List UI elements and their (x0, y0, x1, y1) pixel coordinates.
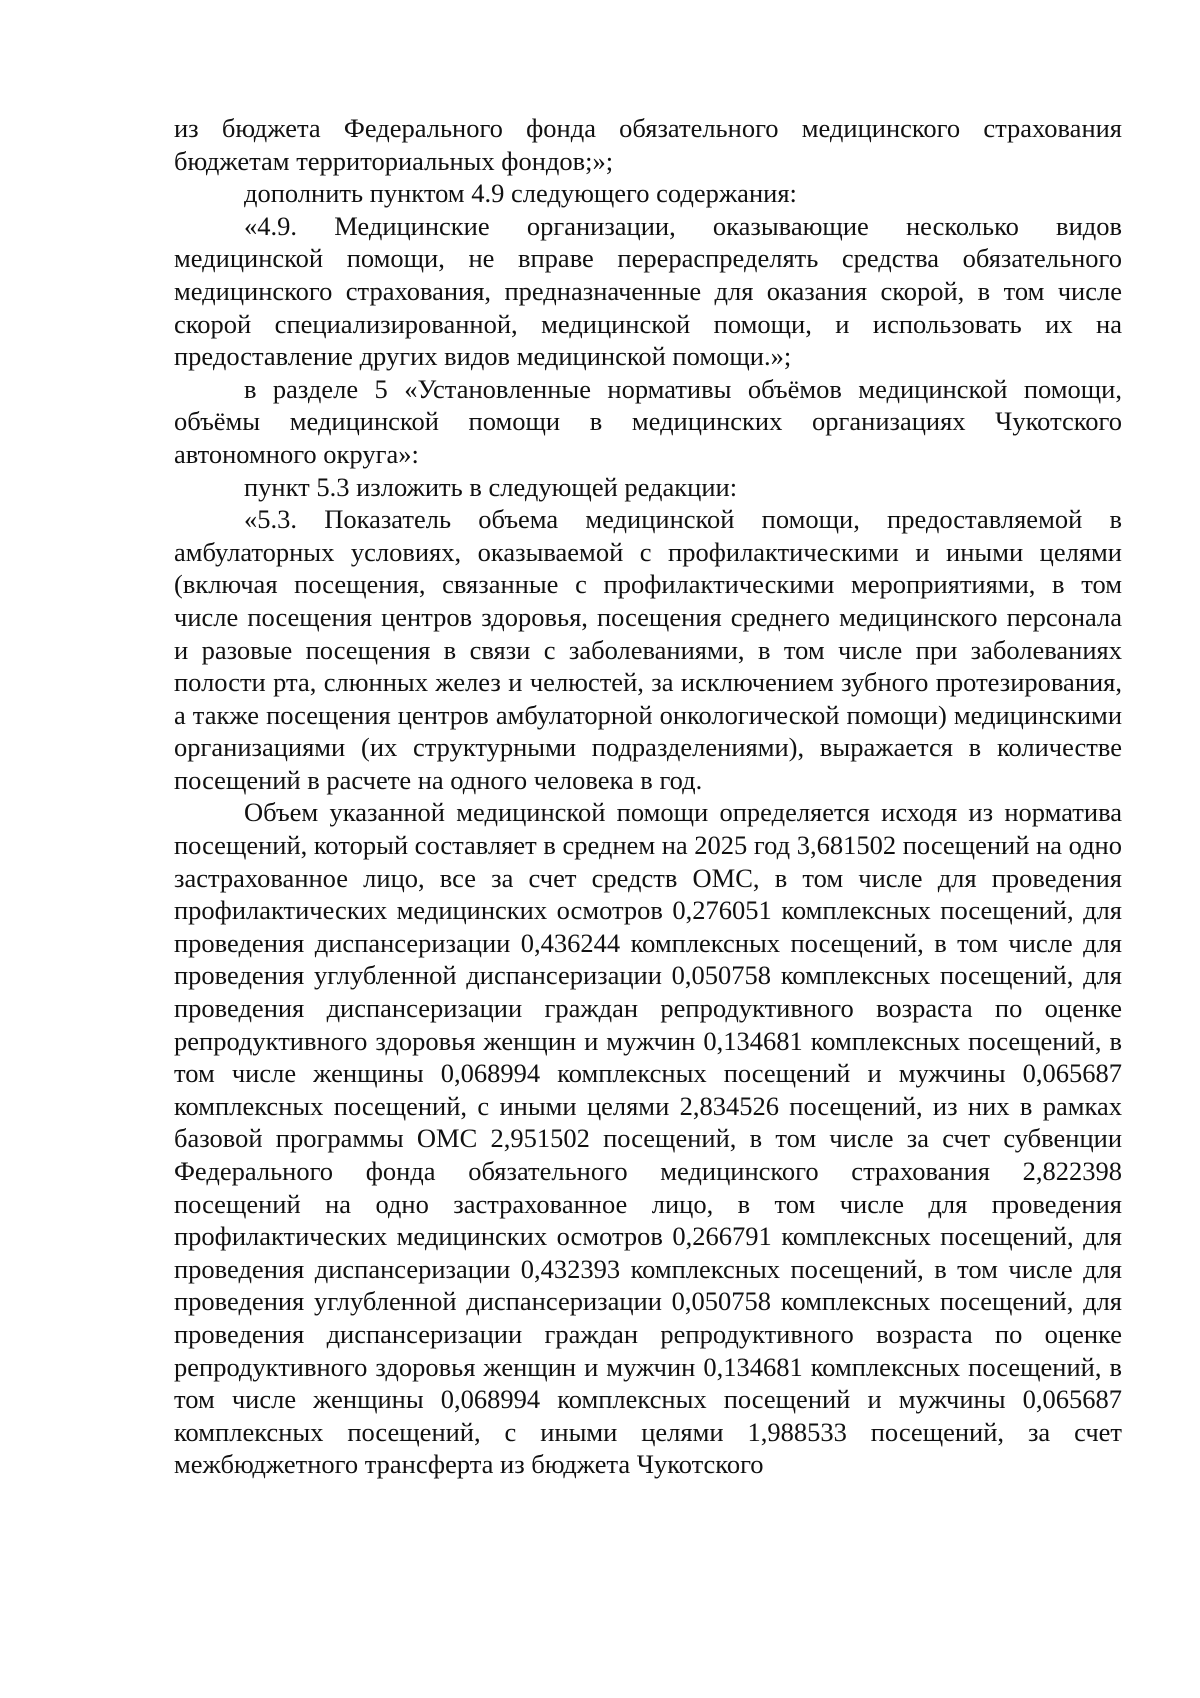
paragraph: «5.3. Показатель объема медицинской помощи, предоставляемой в амбулаторных условиях, оказываемой с профилактическими и иными целями (включая посещения, связанные с профилактическими мероприятиями, в том числе посещения центров здоровья, посещения среднего медицинского персонала и разовые посещения в связи с заболеваниями, в том числе при заболеваниях полости рта, слюнных желез и челюстей, за исключением зубного протезирования, а также посещения центров амбулаторной онкологической помощи) медицинскими организациями (их структурными подразделениями), выражается в количестве посещений в расчете на одного человека в год. (174, 504, 1122, 795)
paragraph: Объем указанной медицинской помощи определяется исходя из норматива посещений, который составляет в среднем на 2025 год 3,681502 посещений на одно застрахованное лицо, все за счет средств ОМС, в том числе для проведения профилактических медицинских осмотров 0,276051 комплексных посещений, для проведения диспансеризации 0,436244 комплексных посещений, в том числе для проведения углубленной диспансеризации 0,050758 комплексных посещений, для проведения диспансеризации граждан репродуктивного возраста по оценке репродуктивного здоровья женщин и мужчин 0,134681 комплексных посещений, в том числе женщины 0,068994 комплексных посещений и мужчины 0,065687 комплексных посещений, с иными целями 2,834526 посещений, из них в рамках базовой программы ОМС 2,951502 посещений, в том числе за счет субвенции Федерального фонда обязательного медицинского страхования 2,822398 посещений на одно застрахованное лицо, в том числе для проведения профилактических медицинских осмотров 0,266791 комплексных посещений, для проведения диспансеризации 0,432393 комплексных посещений, в том числе для проведения углубленной диспансеризации 0,050758 комплексных посещений, для проведения диспансеризации граждан репродуктивного возраста по оценке репродуктивного здоровья женщин и мужчин 0,134681 комплексных посещений, в том числе женщины 0,068994 комплексных посещений и мужчины 0,065687 комплексных посещений, с иными целями 1,988533 посещений, за счет межбюджетного трансферта из бюджета Чукотского (174, 797, 1122, 1480)
paragraph: «4.9. Медицинские организации, оказывающие несколько видов медицинской помощи, не вправе перераспределять средства обязательного медицинского страхования, предназначенные для оказания скорой, в том числе скорой специализированной, медицинской помощи, и использовать их на предоставление других видов медицинской помощи.»; (174, 210, 1122, 372)
paragraph: пункт 5.3 изложить в следующей редакции: (244, 471, 738, 502)
document-body (174, 112, 1122, 1481)
paragraph: из бюджета Федерального фонда обязательного медицинского страхования бюджетам территориальных фондов;»; (174, 113, 1122, 176)
paragraph: дополнить пунктом 4.9 следующего содержания: (244, 178, 797, 209)
paragraph: в разделе 5 «Установленные нормативы объёмов медицинской помощи, объёмы медицинской помощи в медицинских организациях Чукотского автономного округа»: (174, 373, 1122, 469)
